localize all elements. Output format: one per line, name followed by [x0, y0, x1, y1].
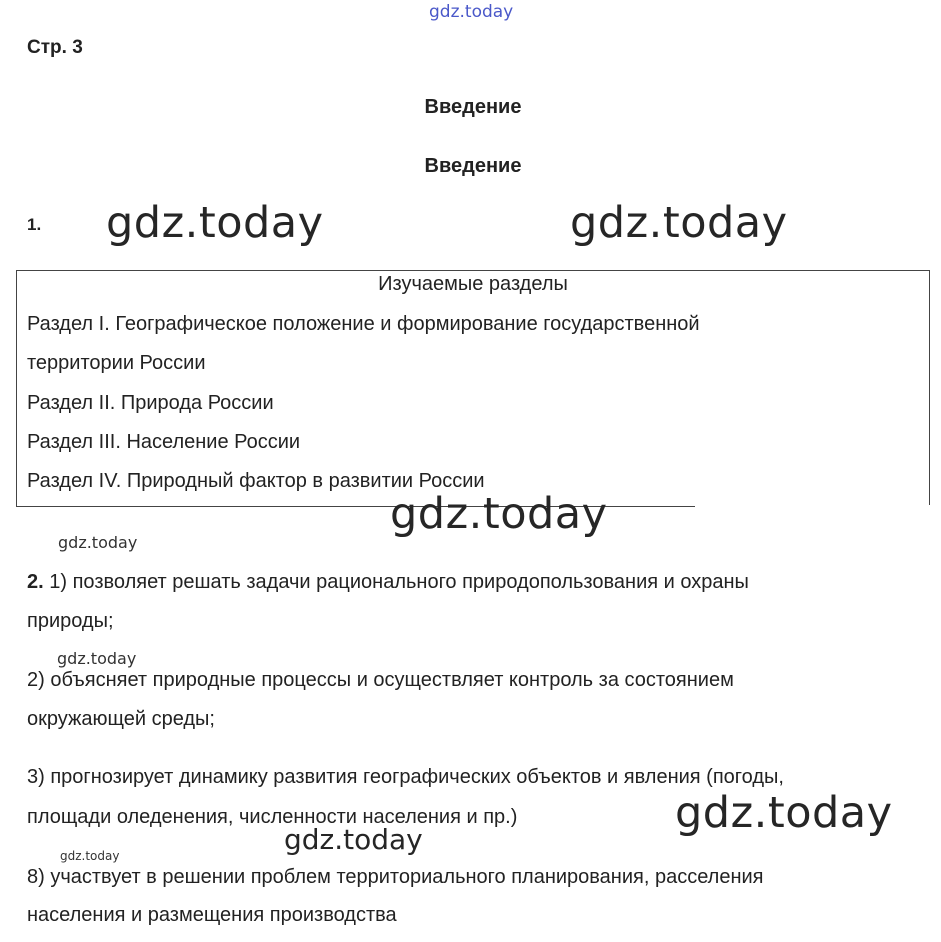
- watermark: gdz.today: [60, 849, 120, 863]
- section-heading: Введение: [424, 96, 522, 118]
- divider-mask: [695, 505, 935, 509]
- table-row: Раздел II. Природа России: [27, 392, 274, 414]
- paragraph-line: 3) прогнозирует динамику развития географических объектов и явления (погоды,: [27, 766, 784, 788]
- paragraph-text: 1) позволяет решать задачи рационального природопользования и охраны: [43, 571, 749, 593]
- paragraph-line: площади оледенения, численности населения и пр.): [27, 806, 518, 828]
- table-row: Раздел III. Население России: [27, 431, 301, 453]
- paragraph-line: населения и размещения производства: [27, 904, 397, 926]
- table-title: Изучаемые разделы: [378, 273, 568, 295]
- table-row: Раздел I. Географическое положение и формирование государственной: [27, 313, 700, 335]
- paragraph-line: природы;: [27, 610, 114, 632]
- table-row: территории России: [27, 352, 206, 374]
- paragraph-line: [27, 571, 749, 594]
- watermark: gdz.today: [57, 649, 137, 668]
- watermark: gdz.today: [429, 2, 514, 22]
- watermark: gdz.today: [570, 198, 788, 248]
- paragraph-line: 8) участвует в решении проблем территориального планирования, расселения: [27, 866, 764, 888]
- watermark: gdz.today: [675, 788, 893, 838]
- watermark: gdz.today: [284, 823, 423, 856]
- page-label: Стр. 3: [27, 37, 83, 58]
- task-number: 2.: [27, 571, 44, 593]
- paragraph-line: 2) объясняет природные процессы и осуществляет контроль за состоянием: [27, 669, 734, 691]
- section-heading: Введение: [424, 155, 522, 177]
- paragraph-line: окружающей среды;: [27, 708, 215, 730]
- table-row: Раздел IV. Природный фактор в развитии России: [27, 470, 485, 492]
- task-number: 1.: [27, 215, 42, 234]
- watermark: gdz.today: [58, 533, 138, 552]
- watermark: gdz.today: [106, 198, 324, 248]
- watermark: gdz.today: [390, 489, 608, 539]
